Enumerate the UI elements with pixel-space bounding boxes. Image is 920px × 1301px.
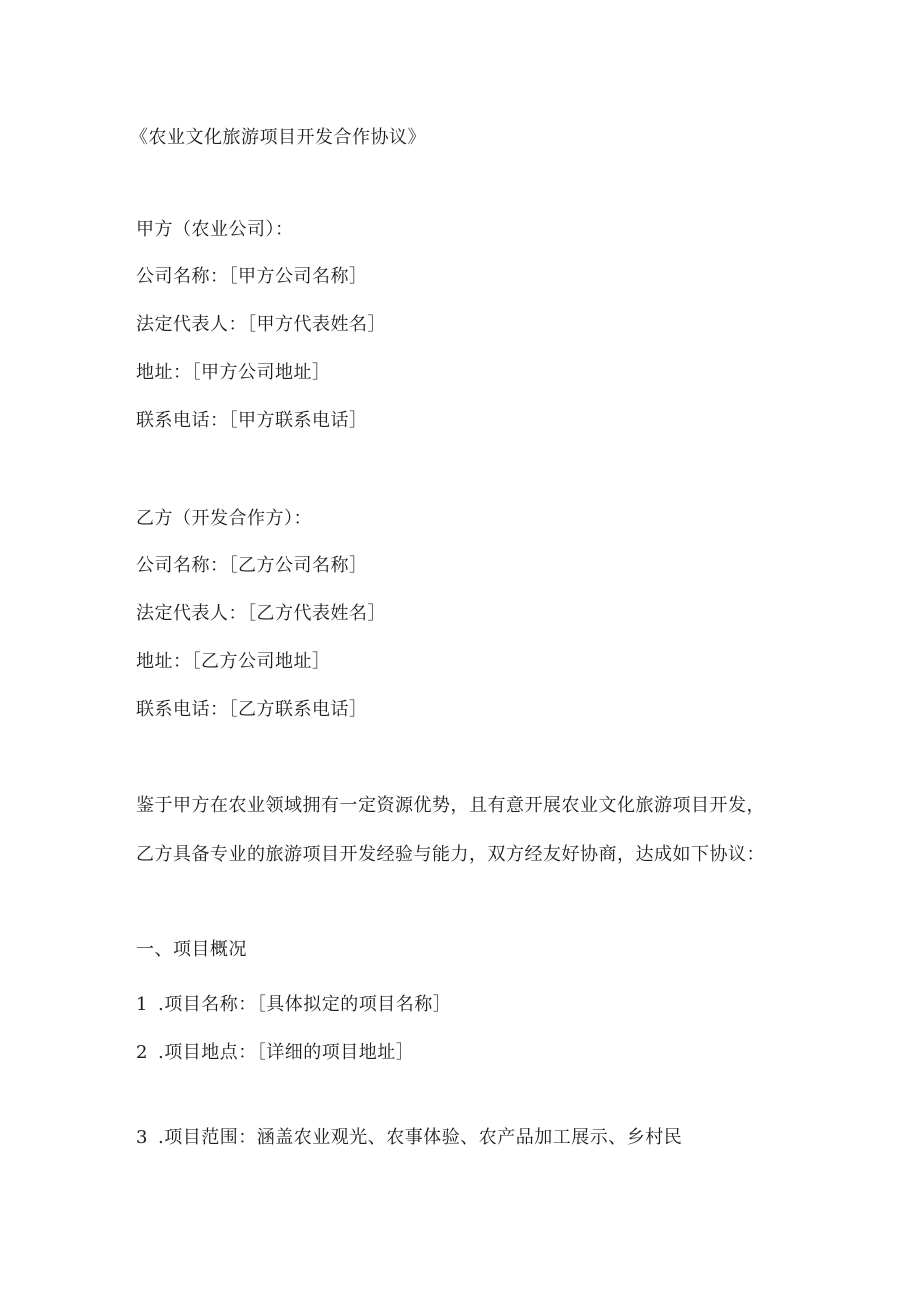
preamble-line-2: 乙方具备专业的旅游项目开发经验与能力，双方经友好协商，达成如下协议： (136, 844, 765, 865)
party-a-company: 公司名称：［甲方公司名称］ (136, 266, 368, 287)
party-a-heading: 甲方（农业公司）： (136, 219, 294, 240)
section-1-item-3 (136, 1126, 682, 1150)
party-a-legal-rep: 法定代表人：［甲方代表姓名］ (136, 314, 386, 335)
preamble-line-1: 鉴于甲方在农业领域拥有一定资源优势，且有意开展农业文化旅游项目开发， (136, 795, 765, 816)
section-1-heading: 一、项目概况 (136, 939, 247, 960)
item-number: 3 (136, 1127, 148, 1148)
section-1-item-2 (136, 1041, 414, 1065)
item-text: .项目名称：［具体拟定的项目名称］ (158, 994, 452, 1015)
section-1-item-1 (136, 993, 451, 1017)
item-number: 2 (136, 1042, 148, 1063)
item-number: 1 (136, 994, 148, 1015)
item-text: .项目范围：涵盖农业观光、农事体验、农产品加工展示、乡村民 (158, 1127, 683, 1148)
document-title: 《农业文化旅游项目开发合作协议》 (130, 127, 426, 148)
party-b-address: 地址：［乙方公司地址］ (136, 651, 331, 672)
party-b-legal-rep: 法定代表人：［乙方代表姓名］ (136, 603, 386, 624)
party-b-company: 公司名称：［乙方公司名称］ (136, 555, 368, 576)
party-a-phone: 联系电话：［甲方联系电话］ (136, 410, 368, 431)
party-a-address: 地址：［甲方公司地址］ (136, 362, 331, 383)
party-b-heading: 乙方（开发合作方）： (136, 508, 312, 529)
party-b-phone: 联系电话：［乙方联系电话］ (136, 699, 368, 720)
item-text: .项目地点：［详细的项目地址］ (158, 1042, 415, 1063)
